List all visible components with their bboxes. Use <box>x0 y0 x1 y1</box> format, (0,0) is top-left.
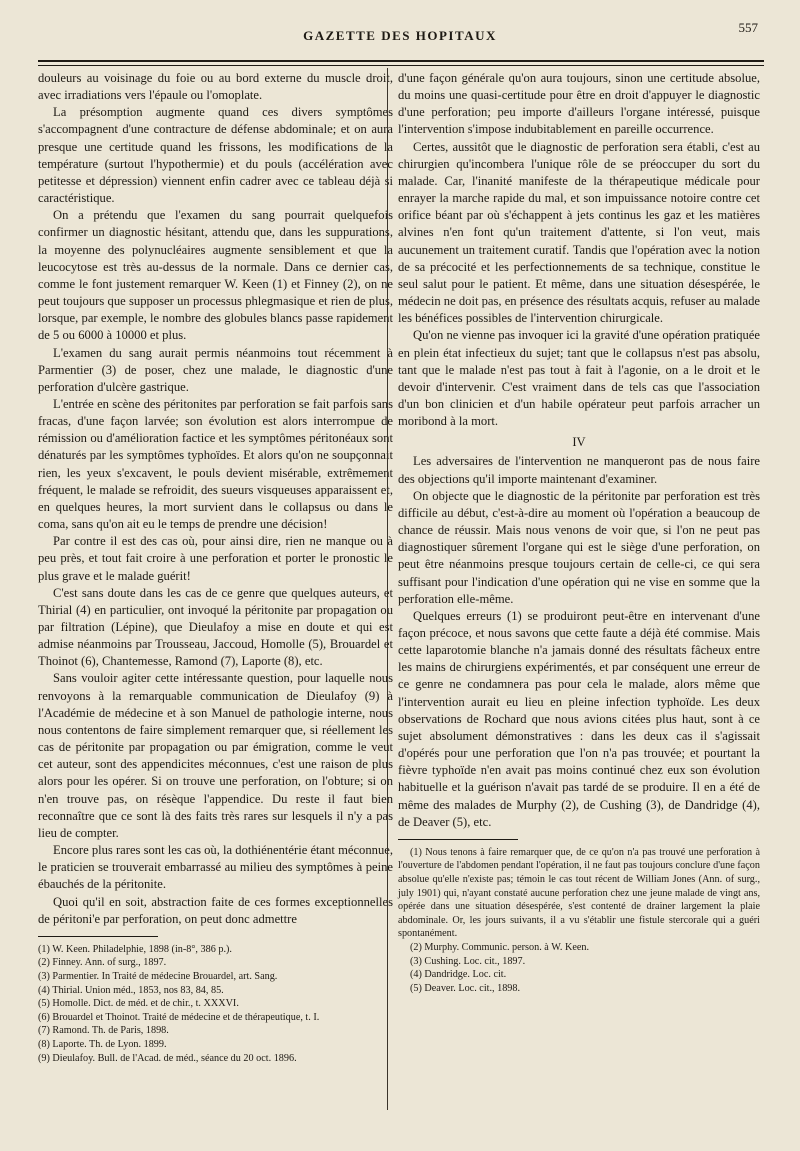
paragraph: d'une façon générale qu'on aura toujours, sinon une certitude absolue, du moins une quasi-certitude pour être en droit d'appuyer le diagnostic d'une perforation; peu importe d'ailleurs l'organe intéressé, puisque l'intervention s'impose indubitablement en pareille occurrence. <box>398 71 760 137</box>
running-head: GAZETTE DES HOPITAUX <box>303 28 497 43</box>
footnote: (4) Thirial. Union méd., 1853, nos 83, 84, 85. <box>38 984 224 996</box>
footnote: (5) Homolle. Dict. de méd. et de chir., t. XXXVI. <box>38 998 239 1010</box>
footnote: (7) Ramond. Th. de Paris, 1898. <box>38 1025 169 1037</box>
footnote: (5) Deaver. Loc. cit., 1898. <box>410 982 521 994</box>
paragraph: On a prétendu que l'examen du sang pourrait quelquefois confirmer un diagnostic hésitant, attendu que, dans les suppurations, la moyenne des polynucléaires augmente sensiblement et que la leucocytose est très au-dessus de la normale. Dans ce dernier cas, comme le font justement remarquer W. Keen (1) et Finney (2), on ne peut toujours que supposer un processus phlegmasique et rien de plus, lorsque, par exemple, le nombre des globules blancs passe rapidement de 5 ou 6000 à 10000 et plus. <box>38 208 393 343</box>
column-divider <box>387 68 388 1110</box>
paragraph: L'entrée en scène des péritonites par perforation se fait parfois sans fracas, d'une façon larvée; son évolution est alors interrompue de rémission ou d'amélioration factice et les symptômes péritonéaux sont dénaturés par les symptômes typhoïdes. Et alors qu'on ne soupçonnait rien, les yeux s'excavent, le pouls devient misérable, extrêmement fréquent, le malade se refroidit, des sueurs visqueuses apparaissent et, en quelques heures, la mort survient dans le collapsus ou dans le coma, sans qu'on ait eu le temps de prendre une décision! <box>38 396 393 532</box>
paragraph: Qu'on ne vienne pas invoquer ici la gravité d'une opération pratiquée en plein état infectieux du sujet; tant que le collapsus n'est pas absolu, tant que le malade n'est pas tout à fait à l'agonie, on a le droit et le devoir d'intervenir. C'est vraiment dans de tels cas que l'association d'un bon clinicien et d'un habile opérateur peut parfois arracher un moribond à la mort. <box>398 328 760 429</box>
left-footnotes <box>38 943 393 1065</box>
right-footnotes <box>398 846 760 996</box>
footnote: (3) Parmentier. In Traité de médecine Brouardel, art. Sang. <box>38 971 278 982</box>
footnote: (3) Cushing. Loc. cit., 1897. <box>410 955 526 967</box>
footnote: (2) Finney. Ann. of surg., 1897. <box>38 957 167 969</box>
footnote: (8) Laporte. Th. de Lyon. 1899. <box>38 1038 167 1050</box>
paragraph: Quelques erreurs (1) se produiront peut-être en intervenant d'une façon précoce, et nous savons que cette faute a déjà été commise. Mais cette laparotomie blanche n'a jamais donné des résultats fâcheux entre les mains de chirurgiens expérimentés, et par conséquent une erreur de ce genre ne condamnera pas pour cela le malade, alors même que l'intervention aurait eu lieu en pleine infection typhoïde. Les deux observations de Rochard que nous avions citées plus haut, sont à ce sujet absolument démonstratives : dans les deux cas il s'agissait d'opérés pour une perforation que l'on n'a pas trouvée; et pourtant la fièvre typhoïde n'en avait pas moins continué chez eux son évolution habituelle et la guérison n'avait pas tardé de se produire. Il en a été de même des malades de Murphy (2), de Cushing (3), de Dandridge (4), de Deaver (5), etc. <box>398 608 760 829</box>
section-number: IV <box>572 435 586 450</box>
paragraph: Certes, aussitôt que le diagnostic de perforation sera établi, c'est au chirurgien qu'incombera l'unique rôle de se préoccuper du sort du malade. Car, l'inanité manifeste de la thérapeutique médicale pour enrayer la marche rapide du mal, et son impuissance notoire contre cet orifice béant par où s'échappent à jets continus les gaz et les matières alvines n'en font qu'un traitement d'attente, si l'on veut, mais aucunement un traitement curatif. Tandis que l'opération avec la notion de sa précocité et les perfectionnements de sa technique, constitue le seul salut pour le patient. Et même, dans une situation désespérée, le médecin ne doit pas, en présence des résultats acquis, refuser au malade les bénéfices possibles de l'intervention chirurgicale. <box>398 139 760 326</box>
paragraph: Les adversaires de l'intervention ne manqueront pas de nous faire des objections qu'il importe maintenant d'examiner. <box>398 454 760 486</box>
left-column <box>38 70 393 1065</box>
footnote: (1) Nous tenons à faire remarquer que, de ce qu'on n'a pas trouvé une perforation à l'ouverture de l'abdomen pendant l'opération, il ne faut pas toujours conclure d'une façon absolue qu'elle n'existe pas; témoin le cas tout récent de William Jones (Ann. of surg., july 1901) qui, n'ayant constaté aucune perforation chez une jeune malade de vingt ans, opérée dans une situation désespérée, s'est contenté de drainer largement la plaie abdominale. Or, les jours suivants, il a vu s'établir une fistule stercorale qui a guéri spontanément. <box>398 846 760 940</box>
footnote: (1) W. Keen. Philadelphie, 1898 (in-8°, 386 p.). <box>38 943 232 955</box>
paragraph: La présomption augmente quand ces divers symptômes s'accompagnent d'une contracture de défense abdominale; et on aura presque une certitude quand les frissons, les modifications de la température (surtout l'hypothermie) et du pouls (accélération avec petitesse et dépression) viennent enfin cadrer avec ce tableau déjà si caractéristique. <box>38 105 393 206</box>
paragraph: Encore plus rares sont les cas où, la dothiénentérie étant méconnue, le praticien se trouverait embarrassé au milieu des symptômes à peine ébauchés de la péritonite. <box>38 843 393 892</box>
paragraph: On objecte que le diagnostic de la péritonite par perforation est très difficile au début, c'est-à-dire au moment où l'opération a beaucoup de chance de réussir. Mais nous venons de voir que, si l'on ne peut pas diagnostiquer sûrement l'organe qui est le siège d'une perforation, on peut être néanmoins presque toujours certain de celle-ci, ce qui sera suffisant pour l'indication d'une opération qui ne vise en somme que la perforation elle-même. <box>398 488 760 606</box>
paragraph: Sans vouloir agiter cette intéressante question, pour laquelle nous renvoyons à la remarquable communication de Dieulafoy (9) à l'Académie de médecine et à son Manuel de pathologie interne, nous nous contentons de faire simplement remarquer que, si réellement les cas de péritonite par propagation ou par émigration, comme le veut cet auteur, sont des appendicites méconnues, c'est une raison de plus alors pour les opérer. Si on trouve une perforation, on l'obture; si on n'en trouve pas, on résèque l'appendice. Du reste il faut bien reconnaître que ce sont là des faits très rares sur lesquels il n'y a pas lieu de compter. <box>38 671 393 840</box>
paragraph: Par contre il est des cas où, pour ainsi dire, rien ne manque ou à peu près, et tout fait croire à une perforation et porter le pronostic le plus grave et le malade guérit! <box>38 534 393 583</box>
paragraph: douleurs au voisinage du foie ou au bord externe du muscle droit, avec irradiations vers l'épaule ou l'omoplate. <box>38 71 393 103</box>
footnote-rule <box>38 936 158 937</box>
footnote: (4) Dandridge. Loc. cit. <box>410 969 507 981</box>
footnote-rule <box>398 839 518 840</box>
footnote: (9) Dieulafoy. Bull. de l'Acad. de méd., séance du 20 oct. 1896. <box>38 1052 297 1064</box>
page-number: 557 <box>738 20 758 35</box>
paragraph: L'examen du sang aurait permis néanmoins tout récemment à Parmentier (3) de poser, chez une malade, le diagnostic d'une perforation d'ulcère gastrique. <box>38 345 393 394</box>
header-rule <box>38 60 764 66</box>
footnote: (6) Brouardel et Thoinot. Traité de médecine et de thérapeutique, t. I. <box>38 1011 320 1023</box>
paragraph: C'est sans doute dans les cas de ce genre que quelques auteurs, et Thirial (4) en particulier, ont invoqué la péritonite par propagation ou par filtration (Lépine), que Dieulafoy a mise en doute et qui est admise néanmoins par Trousseau, Jaccoud, Homolle (5), Brouardel et Thoinot (6), Chantemesse, Ramond (7), Laporte (8), etc. <box>38 585 393 669</box>
right-column <box>398 70 760 995</box>
footnote: (2) Murphy. Communic. person. à W. Keen. <box>410 942 590 954</box>
paragraph: Quoi qu'il en soit, abstraction faite de ces formes exceptionnelles de péritoni'e par perforation, on peut donc admettre <box>38 894 393 926</box>
